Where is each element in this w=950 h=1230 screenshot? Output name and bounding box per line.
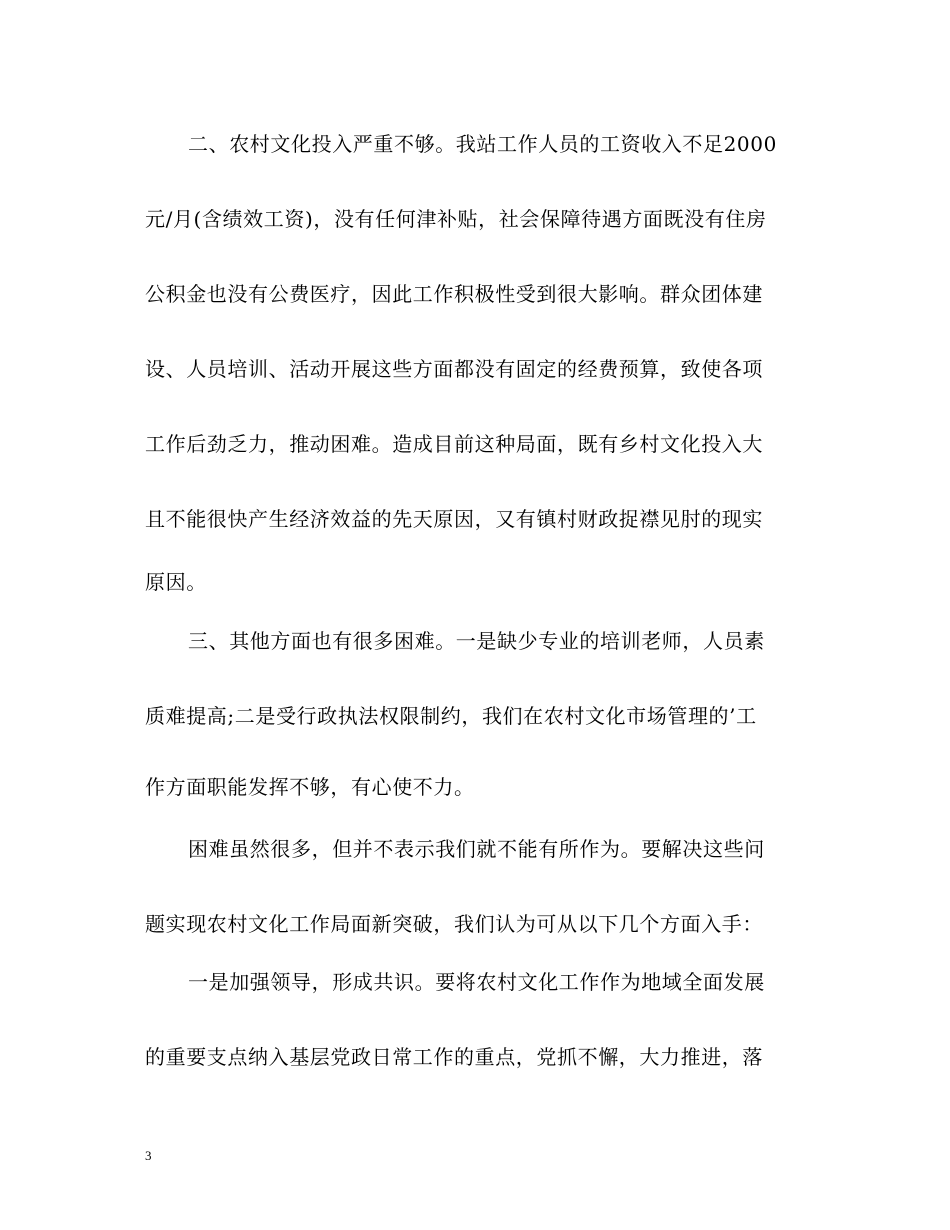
paragraph-line: 元/月(含绩效工资)，没有任何津补贴，社会保障待遇方面既没有住房	[145, 207, 767, 231]
paragraph-line: 一是加强领导，形成共识。要将农村文化工作作为地域全面发展	[188, 970, 765, 994]
paragraph-line: 公积金也没有公费医疗，因此工作积极性受到很大影响。群众团体建	[145, 282, 763, 306]
paragraph-line: 质难提高;二是受行政执法权限制约，我们在农村文化市场管理的’工	[145, 704, 757, 728]
paragraph-line: 作方面职能发挥不够，有心使不力。	[145, 775, 475, 799]
paragraph-line: 二、农村文化投入严重不够。我站工作人员的工资收入不足2000	[188, 132, 777, 156]
paragraph-line: 的重要支点纳入基层党政日常工作的重点，党抓不懈，大力推进，落	[145, 1045, 763, 1069]
paragraph-line: 题实现农村文化工作局面新突破，我们认为可从以下几个方面入手：	[145, 912, 763, 936]
paragraph-line: 原因。	[145, 570, 207, 594]
paragraph-line: 三、其他方面也有很多困难。一是缺少专业的培训老师，人员素	[188, 629, 765, 653]
page-number: 3	[145, 1148, 152, 1163]
paragraph-line: 困难虽然很多，但并不表示我们就不能有所作为。要解决这些问	[188, 837, 765, 861]
paragraph-line: 且不能很快产生经济效益的先天原因，又有镇村财政捉襟见肘的现实	[145, 507, 763, 531]
paragraph-line: 设、人员培训、活动开展这些方面都没有固定的经费预算，致使各项	[145, 357, 763, 381]
paragraph-line: 工作后劲乏力，推动困难。造成目前这种局面，既有乡村文化投入大	[145, 432, 763, 456]
